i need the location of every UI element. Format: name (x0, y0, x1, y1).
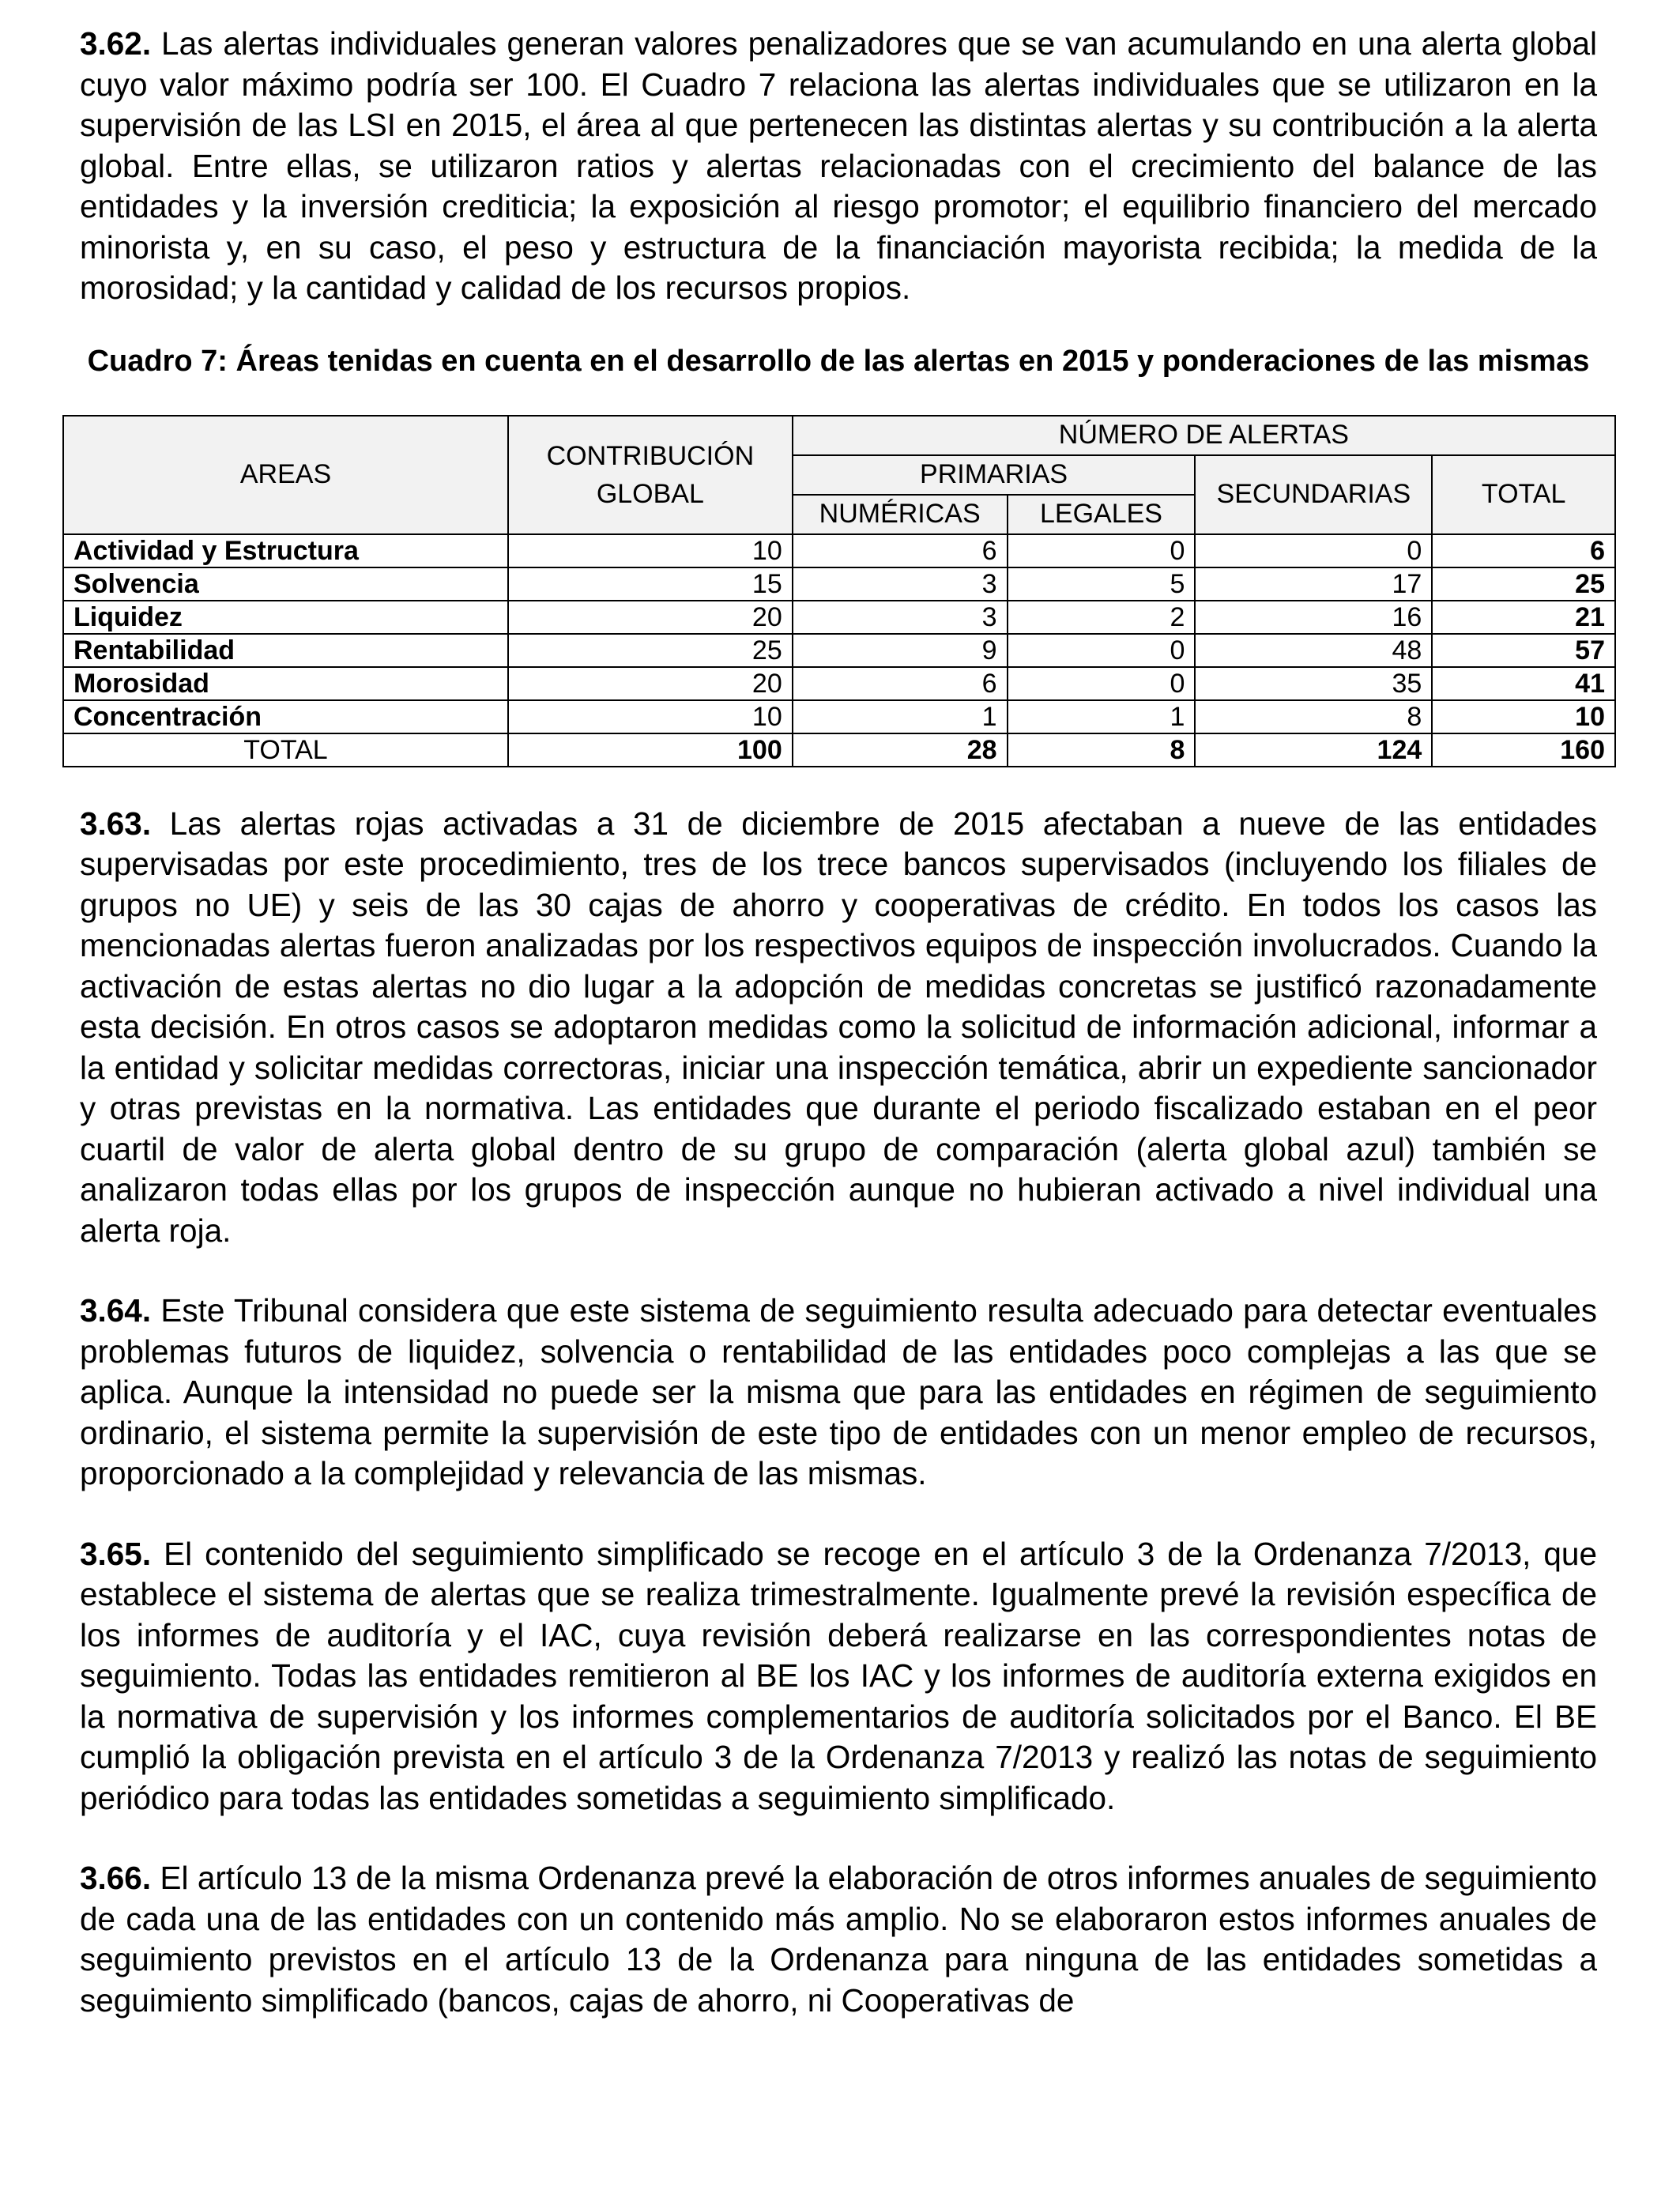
header-contribucion: CONTRIBUCIÓN GLOBAL (508, 416, 793, 534)
cell-area: Morosidad (63, 667, 508, 700)
paragraph-3-62 (80, 24, 1597, 309)
paragraph-text: El artículo 13 de la misma Ordenanza prevé la elaboración de otros informes anuales de seguimiento de cada una de las entidades con un contenido más amplio. No se elaboraron estos informes anuales de seguimiento previstos en el artículo 13 de la Ordenanza para ninguna de las entidades sometidas a seguimiento simplificado (bancos, cajas de ahorro, ni Cooperativas de (80, 1860, 1597, 2019)
cell-total: 21 (1432, 601, 1615, 634)
cell-contribucion: 10 (508, 534, 793, 567)
cell-area: Liquidez (63, 601, 508, 634)
cell-legales: 5 (1008, 567, 1196, 601)
header-areas: AREAS (63, 416, 508, 534)
table-row (63, 601, 1615, 634)
cell-contribucion: 25 (508, 634, 793, 667)
cell-legales: 0 (1008, 634, 1196, 667)
paragraph-number: 3.62. (80, 25, 152, 62)
table-row (63, 534, 1615, 567)
cell-legales: 2 (1008, 601, 1196, 634)
paragraph-number: 3.65. (80, 1535, 152, 1572)
cell-contribucion: 100 (508, 733, 793, 767)
alerts-table (62, 415, 1616, 767)
paragraph-number: 3.66. (80, 1860, 152, 1896)
cell-secundarias: 124 (1195, 733, 1432, 767)
cell-total: 160 (1432, 733, 1615, 767)
document-page (73, 24, 1605, 2021)
table-row (63, 634, 1615, 667)
header-numero-alertas: NÚMERO DE ALERTAS (793, 416, 1615, 455)
cell-secundarias: 48 (1195, 634, 1432, 667)
cell-total: 6 (1432, 534, 1615, 567)
cell-total: 41 (1432, 667, 1615, 700)
cell-numericas: 28 (793, 733, 1008, 767)
paragraph-text: Las alertas individuales generan valores penalizadores que se van acumulando en una alerta global cuyo valor máximo podría ser 100. El Cuadro 7 relaciona las alertas individuales que se utilizaron en la supervisión de las LSI en 2015, el área al que pertenecen las distintas alertas y su contribución a la alerta global. Entre ellas, se utilizaron ratios y alertas relacionadas con el crecimiento del balance de las entidades y la inversión crediticia; la exposición al riesgo promotor; el equilibrio financiero del mercado minorista y, en su caso, el peso y estructura de la financiación mayorista recibida; la medida de la morosidad; y la cantidad y calidad de los recursos propios. (80, 25, 1597, 306)
cell-numericas: 6 (793, 667, 1008, 700)
cell-secundarias: 17 (1195, 567, 1432, 601)
cell-total: 57 (1432, 634, 1615, 667)
paragraph-3-66 (80, 1858, 1597, 2021)
paragraph-number: 3.64. (80, 1292, 152, 1329)
cell-legales: 8 (1008, 733, 1196, 767)
cell-total-label: TOTAL (63, 733, 508, 767)
cell-numericas: 6 (793, 534, 1008, 567)
cell-area: Actividad y Estructura (63, 534, 508, 567)
cell-numericas: 9 (793, 634, 1008, 667)
cell-contribucion: 15 (508, 567, 793, 601)
cell-numericas: 3 (793, 601, 1008, 634)
table-row (63, 700, 1615, 733)
cell-legales: 1 (1008, 700, 1196, 733)
paragraph-number: 3.63. (80, 805, 152, 842)
cell-numericas: 3 (793, 567, 1008, 601)
table-row (63, 667, 1615, 700)
paragraph-text: El contenido del seguimiento simplificado se recoge en el artículo 3 de la Ordenanza 7/2013, que establece el sistema de alertas que se realiza trimestralmente. Igualmente prevé la revisión específica de los informes de auditoría y el IAC, cuya revisión deberá realizarse en las correspondientes notas de seguimiento. Todas las entidades remitieron al BE los IAC y los informes de auditoría externa exigidos en la normativa de supervisión y los informes complementarios de auditoría solicitados por el Banco. El BE cumplió la obligación prevista en el artículo 3 de la Ordenanza 7/2013 y realizó las notas de seguimiento periódico para todas las entidades sometidas a seguimiento simplificado. (80, 1535, 1597, 1816)
header-legales: LEGALES (1008, 495, 1196, 534)
cell-legales: 0 (1008, 667, 1196, 700)
cell-numericas: 1 (793, 700, 1008, 733)
paragraph-text: Las alertas rojas activadas a 31 de diciembre de 2015 afectaban a nueve de las entidades supervisadas por este procedimiento, tres de los trece bancos supervisados (incluyendo los filiales de grupos no UE) y seis de las 30 cajas de ahorro y cooperativas de crédito. En todos los casos las mencionadas alertas fueron analizadas por los respectivos equipos de inspección involucrados. Cuando la activación de estas alertas no dio lugar a la adopción de medidas concretas se justificó razonadamente esta decisión. En otros casos se adoptaron medidas como la solicitud de información adicional, informar a la entidad y solicitar medidas correctoras, iniciar una inspección temática, abrir un expediente sancionador y otras previstas en la normativa. Las entidades que durante el periodo fiscalizado estaban en el peor cuartil de valor de alerta global dentro de su grupo de comparación (alerta global azul) también se analizaron todas ellas por los grupos de inspección aunque no hubieran activado a nivel individual una alerta roja. (80, 805, 1597, 1249)
paragraph-3-65 (80, 1534, 1597, 1819)
paragraph-text: Este Tribunal considera que este sistema de seguimiento resulta adecuado para detectar eventuales problemas futuros de liquidez, solvencia o rentabilidad de las entidades poco complejas a las que se aplica. Aunque la intensidad no puede ser la misma que para las entidades en régimen de seguimiento ordinario, el sistema permite la supervisión de este tipo de entidades con un menor empleo de recursos, proporcionado a la complejidad y relevancia de las mismas. (80, 1292, 1597, 1491)
cell-contribucion: 20 (508, 667, 793, 700)
header-numericas: NUMÉRICAS (793, 495, 1008, 534)
cell-area: Solvencia (63, 567, 508, 601)
table-row (63, 567, 1615, 601)
header-total: TOTAL (1432, 455, 1615, 534)
cell-legales: 0 (1008, 534, 1196, 567)
cell-area: Concentración (63, 700, 508, 733)
cell-total: 10 (1432, 700, 1615, 733)
paragraph-3-64 (80, 1291, 1597, 1495)
cell-secundarias: 16 (1195, 601, 1432, 634)
cell-secundarias: 35 (1195, 667, 1432, 700)
paragraph-3-63 (80, 804, 1597, 1252)
cell-total: 25 (1432, 567, 1615, 601)
table-caption: Cuadro 7: Áreas tenidas en cuenta en el desarrollo de las alertas en 2015 y ponderaciones de las mismas (87, 344, 1590, 378)
header-secundarias: SECUNDARIAS (1195, 455, 1432, 534)
cell-contribucion: 10 (508, 700, 793, 733)
cell-secundarias: 8 (1195, 700, 1432, 733)
cell-secundarias: 0 (1195, 534, 1432, 567)
cell-area: Rentabilidad (63, 634, 508, 667)
table-total-row (63, 733, 1615, 767)
header-primarias: PRIMARIAS (793, 455, 1196, 495)
cell-contribucion: 20 (508, 601, 793, 634)
